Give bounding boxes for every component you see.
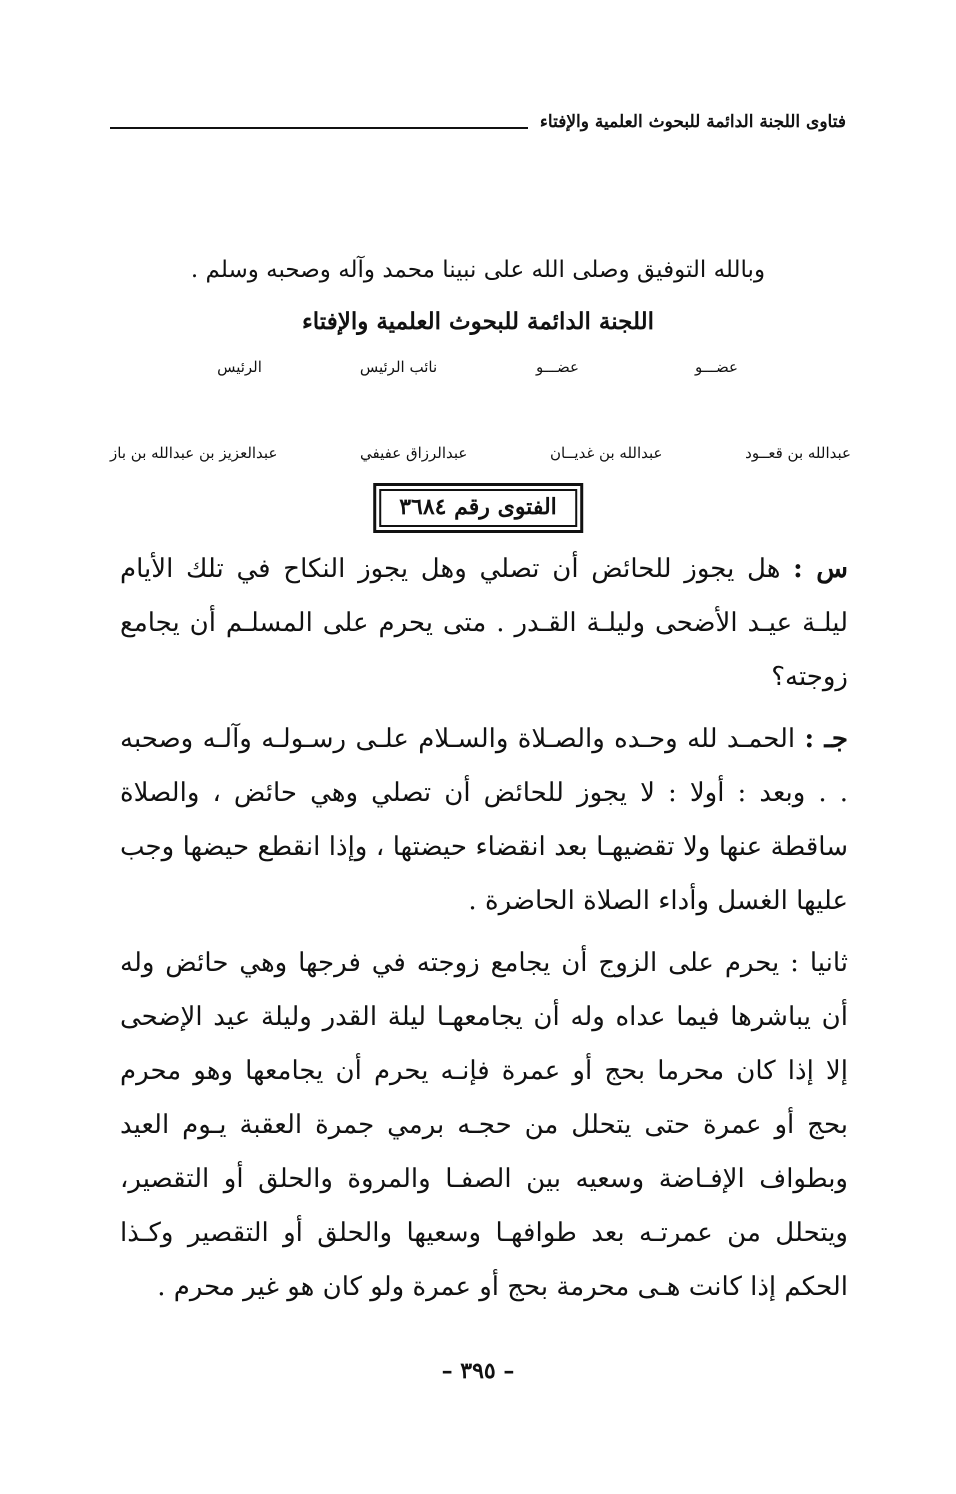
running-title: فتاوى اللجنة الدائمة للبحوث العلمية والإفتاء xyxy=(539,112,846,132)
committee-name: اللجنة الدائمة للبحوث العلمية والإفتاء xyxy=(301,308,655,335)
answer-paragraph-1 xyxy=(120,712,848,928)
question-paragraph xyxy=(120,542,848,704)
fatwa-body xyxy=(120,542,848,1314)
answer-marker: جـ : xyxy=(804,724,849,754)
signatory-name-3: عبدالرزاق عفيفي xyxy=(360,444,468,462)
header-rule xyxy=(110,127,528,129)
answer-text-1: الحمـد لله وحـده والصـلاة والسـلام علـى رسـولـه وآلـه وصحبه . . وبعد : أولا : لا يجوز للحائض أن تصلي وهي حائض ، والصلاة ساقطة عنها ولا تقضيهـا بعد انقضاء حيضتها ، وإذا انقطع حيضها وجب عليها الغسل وأداء الصلاة الحاضرة . xyxy=(120,724,848,916)
running-header xyxy=(110,103,846,133)
role-member-1: عضـــو xyxy=(695,358,738,376)
page-number: – ٣٩٥ – xyxy=(441,1358,515,1384)
answer-paragraph-2 xyxy=(120,936,848,1314)
role-president: الرئيس xyxy=(217,358,262,376)
fatwa-number-box xyxy=(373,483,583,533)
question-marker: س : xyxy=(793,554,848,584)
question-text: هل يجوز للحائض أن تصلي وهل يجوز النكاح في تلك الأيام ليلـة عيـد الأضحى وليلـة القـدر . متى يحرم على المسلـم أن يجامع زوجته؟ xyxy=(120,554,848,692)
role-vice-president: نائب الرئيس xyxy=(359,358,438,376)
role-member-2: عضـــو xyxy=(536,358,579,376)
signatory-name-4: عبدالعزيز بن عبدالله بن باز xyxy=(110,444,278,462)
closing-line: وبالله التوفيق وصلى الله على نبينا محمد وآله وصحبه وسلم . xyxy=(190,257,766,283)
answer-text-2: ثانيا : يحرم على الزوج أن يجامع زوجته في فرجها وهي حائض وله أن يباشرها فيما عداه وله أن يجامعهـا ليلة القدر وليلة عيد الإضحى إلا إذا كان محرما بحج أو عمرة فإنـه يحرم أن يجامعها وهو محرم بحج أو عمرة حتى يتحلل من حجـه برمي جمرة العقبة يـوم العيد وبطواف الإفـاضة وسعيه بين الصفـا والمروة والحلق أو التقصير، ويتحلل من عمرتـه بعد طوافهـا وسعيها والحلق أو التقصير وكـذا الحكم إذا كانت هـى محرمة بحج أو عمرة ولو كان هو غير محرم . xyxy=(120,948,848,1302)
signatory-roles xyxy=(160,354,796,380)
signatory-names xyxy=(110,440,851,466)
fatwa-number: الفتوى رقم ٣٦٨٤ xyxy=(379,489,577,527)
signatory-name-2: عبدالله بن غديــان xyxy=(550,444,663,462)
signatory-name-1: عبدالله بن قعــود xyxy=(745,444,851,462)
